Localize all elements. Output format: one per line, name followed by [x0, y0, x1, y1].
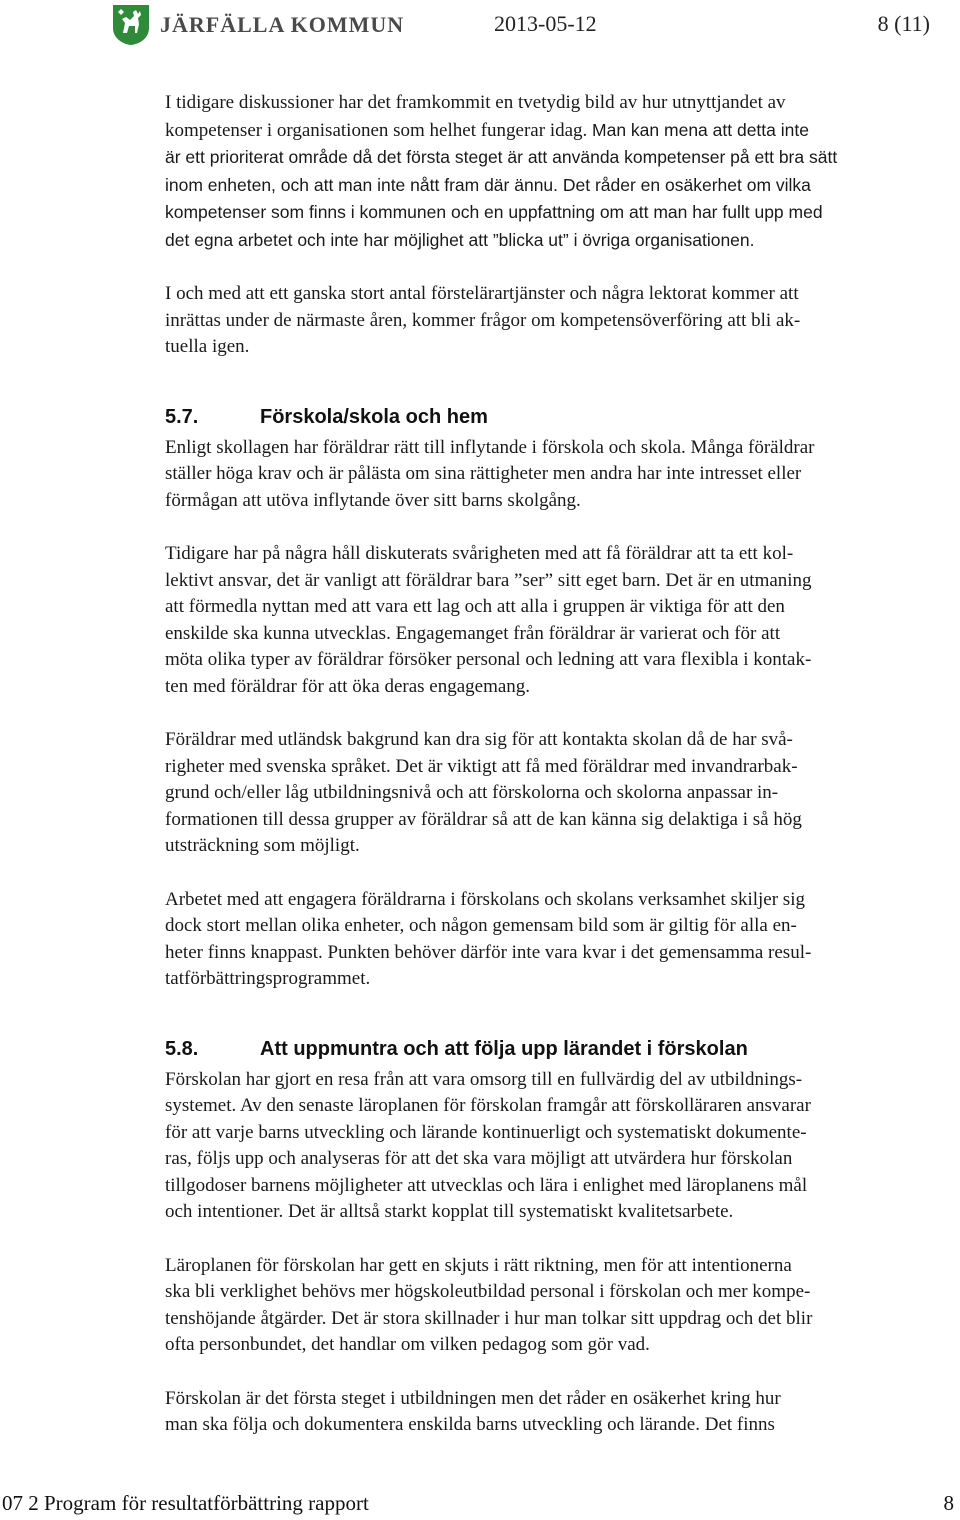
paragraph — [165, 90, 960, 254]
paragraph: Läroplanen för förskolan har gett en skjuts i rätt riktning, men för att intentionerna ska bli verklighet behövs mer högskoleutbildad personal i förskolan och mer kompe- tenshöjande åtgärder. Det är stora skillnader i hur man tolkar sitt uppdrag och det blir ofta personbundet, det handlar om vilken pedagog som gör vad. — [165, 1254, 813, 1355]
section-title: Förskola/skola och hem — [260, 405, 488, 428]
page-number-header: 8 (11) — [877, 11, 930, 36]
org-name: JÄRFÄLLA KOMMUN — [160, 12, 405, 37]
page-number-footer: 8 — [943, 1491, 954, 1515]
paragraph: Arbetet med att engagera föräldrarna i förskolans och skolans verksamhet skiljer sig dock stort mellan olika enheter, och någon gemensam bild som är giltig för alla en- heter finns knappast. Punkten behöver därför inte vara kvar i det gemensamma resul- tatförbättringsprogrammet. — [165, 888, 812, 989]
document-date: 2013-05-12 — [494, 11, 597, 36]
page-header — [0, 0, 960, 56]
document-body — [165, 90, 960, 1466]
paragraph-part: I tidigare diskussioner har det framkommit en tvetydig bild av hur utnyttjandet av kompetenser i organisationen som helhet fungerar idag. — [165, 92, 786, 141]
jarfalla-crest-icon — [112, 4, 150, 46]
paragraph: Enligt skollagen har föräldrar rätt till inflytande i förskola och skola. Många föräldrar ställer höga krav och är pålästa om sina rättigheter men andra har inte intresset eller förmågan att utöva inflytande över sitt barns skolgång. — [165, 436, 815, 511]
paragraph: Föräldrar med utländsk bakgrund kan dra sig för att kontakta skolan då de har svå- righeter med svenska språket. Det är viktigt att få med föräldrar med invandrarbak- grund och/eller låg utbildningsnivå och att förskolorna och skolorna anpassar in- formationen till dessa grupper av föräldrar så att de kan känna sig delaktiga i så hög utsträckning som möjligt. — [165, 729, 802, 856]
section-number: 5.8. — [165, 1037, 199, 1060]
paragraph: Förskolan är det första steget i utbildningen men det råder en osäkerhet kring hur man ska följa och dokumentera enskilda barns utveckling och lärande. Det finns — [165, 1387, 781, 1435]
section-heading — [165, 1038, 960, 1061]
section-title: Att uppmuntra och att följa upp lärandet i förskolan — [260, 1037, 748, 1060]
paragraph: Förskolan har gjort en resa från att vara omsorg till en fullvärdig del av utbildnings- systemet. Av den senaste läroplanen för förskolan framgår att förskolläraren ansvarar för att varje barns utveckling och lärande kontinuerligt och systematiskt dokumente- ras, följs upp och analyseras för att det ska vara möjligt att utvärdera hur förskolan tillgodoser barnens möjligheter att utvecklas och lära i enlighet med läroplanens mål och intentioner. Det är alltså starkt kopplat till systematiskt kvalitetsarbete. — [165, 1068, 811, 1222]
footer-document-title: 07 2 Program för resultatförbättring rapport — [2, 1491, 369, 1515]
paragraph-part: Man kan mena att detta inte är ett prioriterat område då det första steget är att använda kompetenser på ett bra sätt inom enheten, och att man inte nått fram där ännu. Det råder en osäkerhet om vilka kompetenser som finns i kommunen och en uppfattning om att man har fullt upp med det egna arbetet och inte har möjlighet att ”blicka ut” i övriga organisationen. — [165, 119, 838, 250]
paragraph: Tidigare har på några håll diskuterats svårigheten med att få föräldrar att ta ett kol- lektivt ansvar, det är vanligt att föräldrar bara ”ser” sitt eget barn. Det är en utmaning att förmedla nyttan med att vara ett lag och att alla i gruppen är viktiga för att den enskilde ska kunna utvecklas. Engagemanget från föräldrar är varierat och för att möta olika typer av föräldrar försöker personal och ledning att vara flexibla i kontak- ten med föräldrar för att öka deras engagemang. — [165, 543, 812, 697]
paragraph: I och med att ett ganska stort antal förstelärartjänster och några lektorat kommer att inrättas under de närmaste åren, kommer frågor om kompetensöverföring att bli ak- tuella igen. — [165, 283, 801, 357]
page-footer — [0, 1490, 960, 1520]
section-heading — [165, 406, 960, 429]
section-number: 5.7. — [165, 405, 199, 428]
